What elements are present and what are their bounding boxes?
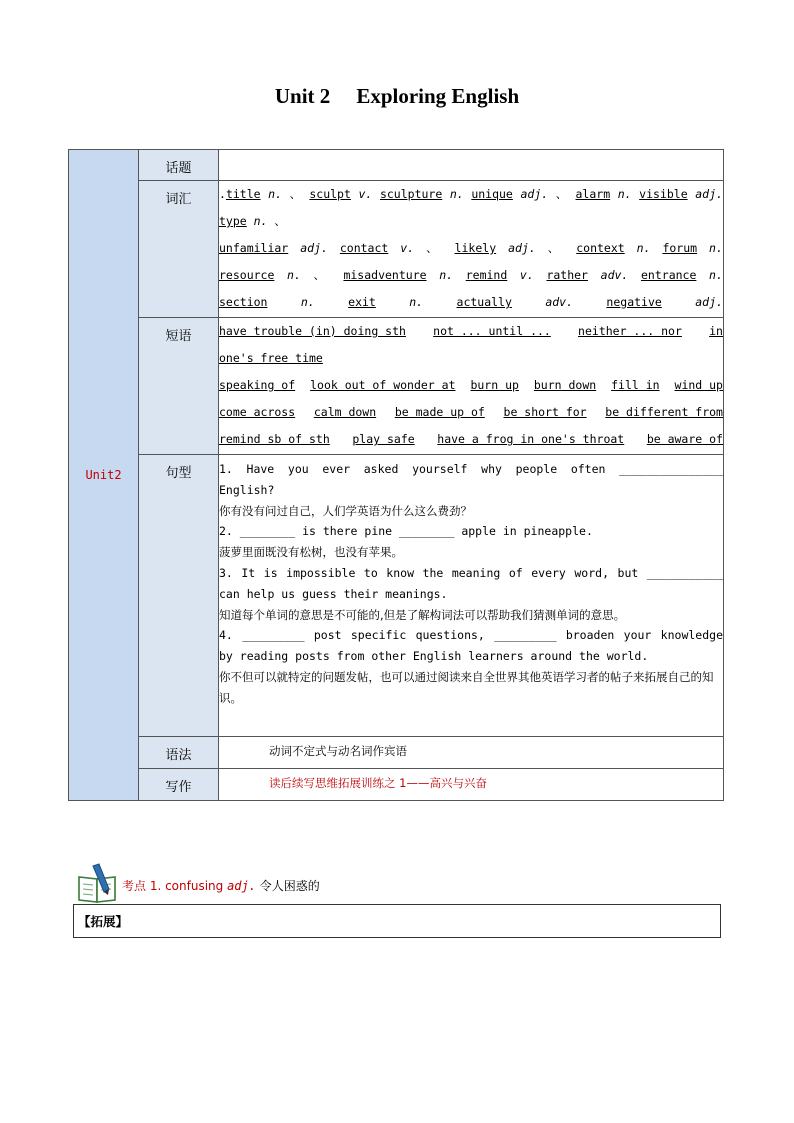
label-grammar: 语法	[139, 737, 219, 769]
phrase-line	[219, 372, 723, 399]
phrase: burn down	[533, 378, 597, 392]
row-grammar	[69, 737, 724, 769]
phrase: be made up of	[394, 405, 485, 419]
label-phrases: 短语	[139, 318, 219, 455]
phrase: speaking of	[219, 378, 296, 392]
vocab-line: resource n. 、 misadventure n. remind v. rather adv. entrance n.	[219, 268, 723, 282]
vocab-word: unfamiliar	[219, 241, 289, 255]
part-of-speech: n.	[268, 187, 283, 201]
phrase: remind sb of sth	[219, 432, 330, 446]
label-sentences: 句型	[139, 455, 219, 737]
vocab-word: exit	[348, 295, 376, 309]
phrase: come across	[219, 405, 296, 419]
sentence-translation: 知道每个单词的意思是不可能的,但是了解构词法可以帮助我们猜测单词的意思。	[219, 607, 626, 622]
part-of-speech: n.	[709, 268, 723, 282]
part-of-speech: n.	[439, 268, 454, 282]
part-of-speech: adj.	[520, 187, 549, 201]
vocab-line: unfamiliar adj. contact v. 、 likely adj. 、 context n. forum n.	[219, 241, 723, 255]
book-pencil-icon	[76, 863, 120, 903]
sentence-item	[219, 521, 723, 563]
row-phrases	[69, 318, 724, 455]
sentence-translation: 菠萝里面既没有松树，也没有苹果。	[219, 545, 403, 560]
grammar-content: 动词不定式与动名词作宾语	[219, 737, 724, 769]
vocab-word: section	[219, 295, 268, 309]
phrases-content	[219, 318, 724, 455]
sentence-english-cont: by reading posts from other English learners around the world.	[219, 649, 649, 664]
row-vocab	[69, 181, 724, 318]
part-of-speech: n.	[617, 187, 632, 201]
unit-label: Unit2	[85, 468, 122, 482]
part-of-speech: n.	[300, 295, 315, 309]
vocab-word: sculpt	[309, 187, 351, 201]
kaodian-text: 考点 1. confusing adj. 令人困惑的	[122, 879, 320, 893]
phrase: one's free time	[219, 351, 323, 365]
sentences-content	[219, 455, 724, 737]
sentence-item	[219, 563, 723, 625]
phrase: burn up	[470, 378, 519, 392]
topic-content	[219, 150, 724, 181]
phrase-line	[219, 426, 723, 453]
phrase: fill in	[611, 378, 660, 392]
phrase: have a frog in one's throat	[437, 432, 625, 446]
label-vocab: 词汇	[139, 181, 219, 318]
unit-name: Exploring English	[356, 84, 520, 108]
phrase: not ... until ...	[433, 324, 551, 338]
vocab-word: title	[225, 187, 261, 201]
part-of-speech: adv.	[600, 268, 629, 282]
writing-content: 读后续写思维拓展训练之 1——高兴与兴奋	[219, 769, 724, 801]
extension-box	[73, 904, 721, 938]
sentence-item	[219, 625, 723, 708]
phrase-line	[219, 399, 723, 426]
part-of-speech: adj.	[508, 241, 536, 255]
part-of-speech: n.	[253, 214, 268, 228]
vocab-word: sculpture	[379, 187, 443, 201]
vocab-word: rather	[546, 268, 588, 282]
part-of-speech: n.	[636, 241, 651, 255]
phrase: be short for	[503, 405, 587, 419]
phrase: play safe	[352, 432, 415, 446]
part-of-speech: v.	[400, 241, 415, 255]
phrase: calm down	[313, 405, 377, 419]
vocab-word: contact	[339, 241, 389, 255]
vocab-word: forum	[662, 241, 698, 255]
sentence-english: 2. ________ is there pine ________ apple in pineapple.	[219, 524, 593, 539]
vocab-line	[219, 289, 723, 316]
phrase-line	[219, 318, 723, 345]
phrase: be different from	[605, 405, 723, 419]
part-of-speech: n.	[409, 295, 424, 309]
vocab-word: negative	[606, 295, 662, 309]
part-of-speech: v.	[358, 187, 373, 201]
vocab-word: type	[219, 214, 247, 228]
label-writing: 写作	[139, 769, 219, 801]
vocab-line: .title n. 、 sculpt v. sculpture n. unique adj. 、 alarm n. visible adj.	[219, 187, 723, 201]
part-of-speech: adv.	[545, 295, 574, 309]
sentence-translation: 你有没有问过自己，人们学英语为什么这么费劲？	[219, 503, 472, 518]
extension-label: 【拓展】	[78, 914, 129, 929]
phrase: be aware of	[646, 432, 723, 446]
row-writing	[69, 769, 724, 801]
sentence-english: 4. _________ post specific questions, _________ broaden your knowledge	[219, 628, 723, 643]
page-title	[0, 84, 794, 109]
phrase: look out of wonder at	[310, 378, 456, 392]
vocab-word: alarm	[575, 187, 611, 201]
phrase: wind up	[674, 378, 723, 392]
vocab-word: entrance	[641, 268, 697, 282]
vocab-word: context	[576, 241, 625, 255]
part-of-speech: n.	[287, 268, 301, 282]
label-topic: 话题	[139, 150, 219, 181]
vocab-word: resource	[219, 268, 275, 282]
phrase: in	[709, 324, 723, 338]
sentence-english: 3. It is impossible to know the meaning of every word, but ___________	[219, 565, 723, 580]
sentence-english-cont: English?	[219, 482, 275, 497]
sentence-item	[219, 459, 723, 521]
row-sentences	[69, 455, 724, 737]
vocab-word: unique	[471, 187, 513, 201]
vocab-word: misadventure	[343, 268, 427, 282]
sentence-english-cont: can help us guess their meanings.	[219, 586, 448, 601]
unit-number: Unit 2	[274, 84, 331, 108]
sentence-english: 1. Have you ever asked yourself why people often _______________	[219, 462, 723, 476]
vocab-word: visible	[639, 187, 688, 201]
vocab-line: type n. 、	[219, 214, 286, 228]
unit-overview-table	[68, 149, 724, 801]
part-of-speech: adj.	[695, 295, 723, 309]
part-of-speech: adj.	[300, 241, 328, 255]
part-of-speech: n.	[449, 187, 464, 201]
part-of-speech: n.	[709, 241, 723, 255]
phrase: have trouble (in) doing sth	[219, 324, 406, 338]
vocab-word: remind	[465, 268, 508, 282]
phrase: neither ... nor	[578, 324, 682, 338]
unit-label-cell	[69, 150, 139, 801]
phrase-line	[219, 345, 723, 372]
part-of-speech: v.	[519, 268, 534, 282]
kaodian-heading	[76, 863, 726, 903]
vocab-word: actually	[456, 295, 512, 309]
vocab-content	[219, 181, 724, 318]
row-topic	[69, 150, 724, 181]
sentence-translation: 你不但可以就特定的问题发帖，也可以通过阅读来自全世界其他英语学习者的帖子来拓展自己的知识。	[219, 669, 714, 705]
part-of-speech: adj.	[695, 187, 723, 201]
vocab-word: likely	[454, 241, 497, 255]
